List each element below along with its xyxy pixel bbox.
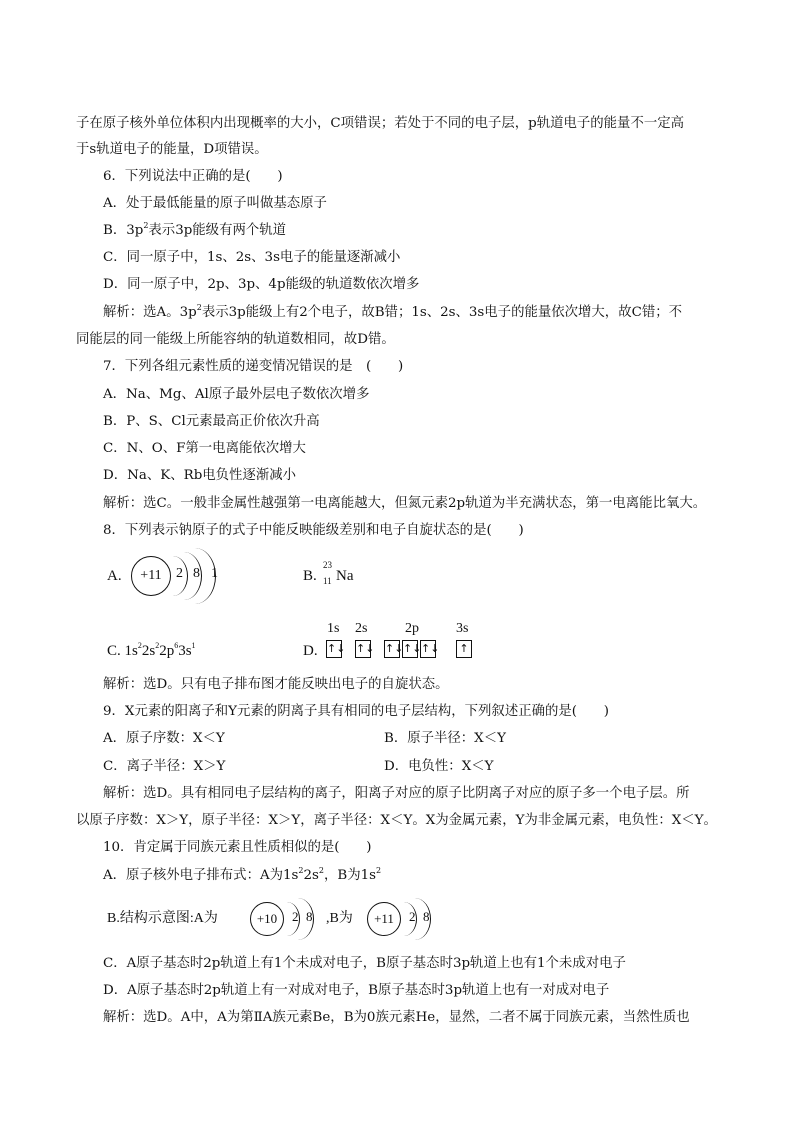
text-line: 于s轨道电子的能量，D项错误。	[76, 142, 268, 157]
option-6a: A．处于最低能量的原子叫做基态原子	[103, 196, 327, 211]
answer-10: 解析：选D。A中，A为第ⅡA族元素Be，B为0族元素He，显然，二者不属于同族元素，当然性质也	[103, 1010, 690, 1025]
text-line: 子在原子核外单位体积内出现概率的大小，C项错误；若处于不同的电子层，p轨道电子的能量不一定高	[76, 116, 685, 131]
question-6: 6．下列说法中正确的是( )	[103, 169, 283, 184]
answer-6: 解析：选A。$3p^2$表示3p能级上有2个电子，故B错；1s、2s、3s电子的能量依次增大，故C错；不	[103, 302, 683, 320]
fig8-c-config: C. $1s^22s^22p^63s^1$	[107, 641, 196, 659]
fig8-a-nucleus: +11	[131, 556, 171, 596]
fig8-b-label: B.	[303, 568, 317, 584]
fig8-a-e3: 1	[211, 566, 218, 581]
answer-7: 解析：选C。一般非金属性越强第一电离能越大，但氮元素2p轨道为半充满状态，第一电离能比氧大。	[103, 496, 707, 511]
option-9c: C．离子半径：X＞Y	[103, 759, 226, 774]
fig8-d-header-3s: 3s	[456, 621, 469, 636]
option-10b-label: B.结构示意图:A为	[107, 911, 218, 926]
fig8-d-2s-box: ↑↓	[355, 640, 371, 658]
option-6b: B．$3p^2$表示3p能级有两个轨道	[103, 220, 287, 238]
fig10-b-nucleus: +11	[367, 902, 401, 936]
fig8-a-e1: 2	[176, 566, 183, 581]
fig8-d-1s-box: ↑↓	[326, 640, 342, 658]
option-6d: D．同一原子中，2p、3p、4p能级的轨道数依次增多	[103, 277, 420, 292]
fig10-b-e2: 8	[423, 909, 430, 924]
answer-9-cont: 以原子序数：X＞Y，原子半径：X＞Y，离子半径：X＜Y。X为金属元素，Y为非金属元素，电负性：X＜Y。	[76, 813, 717, 828]
option-7c: C．N、O、F第一电离能依次增大	[103, 441, 306, 456]
fig8-d-label: D.	[303, 643, 318, 659]
fig10-a-e1: 2	[292, 909, 299, 924]
fig8-a-label: A.	[107, 568, 122, 584]
option-10b-sep: ,B为	[326, 911, 353, 926]
answer-8: 解析：选D。只有电子排布图才能反映出电子的自旋状态。	[103, 677, 449, 692]
question-7: 7．下列各组元素性质的递变情况错误的是 ( )	[103, 359, 404, 374]
answer-6-cont: 同能层的同一能级上所能容纳的轨道数相同，故D错。	[76, 332, 395, 347]
fig8-d-3s-box: ↑	[456, 640, 472, 658]
fig10-b-e1: 2	[409, 909, 416, 924]
fig8-d-header-1s: 1s	[327, 621, 340, 636]
option-7d: D．Na、K、Rb电负性逐渐减小	[103, 468, 296, 483]
fig8-a-e2: 8	[193, 566, 200, 581]
fig8-b-z: 11	[323, 576, 332, 586]
fig8-b-mass: 23	[323, 560, 332, 570]
option-7a: A．Na、Mg、Al原子最外层电子数依次增多	[103, 387, 370, 402]
option-10c: C．A原子基态时2p轨道上有1个未成对电子，B原子基态时3p轨道上也有1个未成对电子	[103, 956, 626, 971]
option-9a: A．原子序数：X＜Y	[103, 731, 225, 746]
fig8-b-symbol: Na	[336, 568, 354, 584]
fig10-a-e2: 8	[306, 909, 313, 924]
option-7b: B．P、S、Cl元素最高正价依次升高	[103, 414, 320, 429]
option-10a: A．原子核外电子排布式：A为$1s^22s^2$，B为$1s^2$	[103, 865, 382, 883]
option-9d: D．电负性：X＜Y	[384, 759, 494, 774]
fig8-d-2p-boxes: ↑↓ ↑↓ ↑↓	[384, 640, 436, 658]
option-9b: B．原子半径：X＜Y	[384, 731, 506, 746]
question-8: 8．下列表示钠原子的式子中能反映能级差别和电子自旋状态的是( )	[103, 523, 524, 538]
option-10d: D．A原子基态时2p轨道上有一对成对电子，B原子基态时3p轨道上也有一对成对电子	[103, 983, 610, 998]
answer-9: 解析：选D。具有相同电子层结构的离子，阳离子对应的原子比阴离子对应的原子多一个电子层。所	[103, 786, 690, 801]
question-9: 9．X元素的阳离子和Y元素的阴离子具有相同的电子层结构，下列叙述正确的是( )	[103, 704, 610, 719]
fig10-a-nucleus: +10	[250, 902, 284, 936]
question-10: 10．肯定属于同族元素且性质相似的是( )	[103, 840, 372, 855]
fig8-d-header-2s: 2s	[355, 621, 368, 636]
option-6c: C．同一原子中，1s、2s、3s电子的能量逐渐减小	[103, 250, 401, 265]
fig8-d-header-2p: 2p	[405, 621, 419, 636]
